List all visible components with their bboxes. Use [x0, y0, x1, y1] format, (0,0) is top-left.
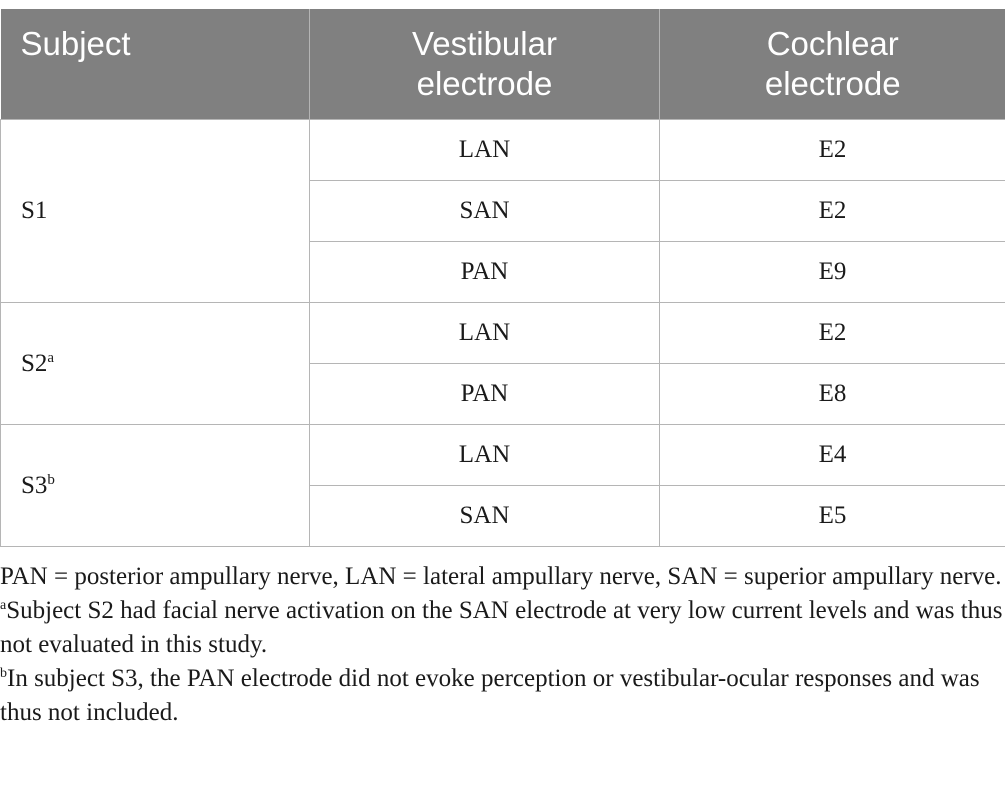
header-subject	[1, 9, 310, 120]
subject-cell-s3	[1, 425, 310, 547]
header-cochlear-line1: Cochlear	[766, 25, 899, 62]
subject-cell-s2	[1, 303, 310, 425]
cochlear-cell: E2	[660, 120, 1005, 181]
vestibular-cell: PAN	[310, 242, 660, 303]
vestibular-cell: PAN	[310, 364, 660, 425]
footnote-b	[0, 662, 1005, 730]
cochlear-cell: E9	[660, 242, 1005, 303]
table-body	[1, 120, 1005, 547]
footnote-marker: b	[47, 471, 55, 488]
table-header	[1, 9, 1005, 120]
cochlear-cell: E8	[660, 364, 1005, 425]
subject-label: S2	[21, 349, 48, 377]
footnote-b-marker: b	[0, 666, 7, 681]
footnote-a-text: Subject S2 had facial nerve activation on the SAN electrode at very low current levels and was thus not evaluated in this study.	[0, 597, 1003, 658]
footnote-b-text: In subject S3, the PAN electrode did not evoke perception or vestibular-ocular responses and was thus not included.	[0, 665, 980, 726]
header-vestibular-line1: Vestibular	[412, 25, 557, 62]
footnote-marker: a	[47, 349, 55, 366]
header-row	[1, 9, 1005, 120]
cochlear-cell: E4	[660, 425, 1005, 486]
header-cochlear-electrode	[660, 9, 1005, 120]
footnote-a	[0, 594, 1005, 662]
subject-cell-s1	[1, 120, 310, 303]
cochlear-cell: E5	[660, 486, 1005, 547]
table-row	[1, 425, 1005, 486]
subject-label: S3	[21, 471, 48, 499]
cochlear-cell: E2	[660, 181, 1005, 242]
header-vestibular-electrode	[310, 9, 660, 120]
vestibular-cell: LAN	[310, 120, 660, 181]
footnote-a-marker: a	[0, 598, 7, 613]
subject-label: S1	[21, 197, 48, 224]
table-row	[1, 303, 1005, 364]
header-subject-label: Subject	[20, 25, 131, 62]
vestibular-cell: SAN	[310, 181, 660, 242]
abbreviation-note: PAN = posterior ampullary nerve, LAN = lateral ampullary nerve, SAN = superior ampullary nerve.	[0, 563, 1002, 590]
header-vestibular-line2: electrode	[416, 65, 553, 102]
table-footnotes	[0, 560, 1005, 730]
vestibular-cell: LAN	[310, 425, 660, 486]
vestibular-cell: LAN	[310, 303, 660, 364]
vestibular-cell: SAN	[310, 486, 660, 547]
cochlear-cell: E2	[660, 303, 1005, 364]
header-cochlear-line2: electrode	[764, 65, 901, 102]
electrode-table	[0, 9, 1005, 547]
table-row	[1, 120, 1005, 181]
